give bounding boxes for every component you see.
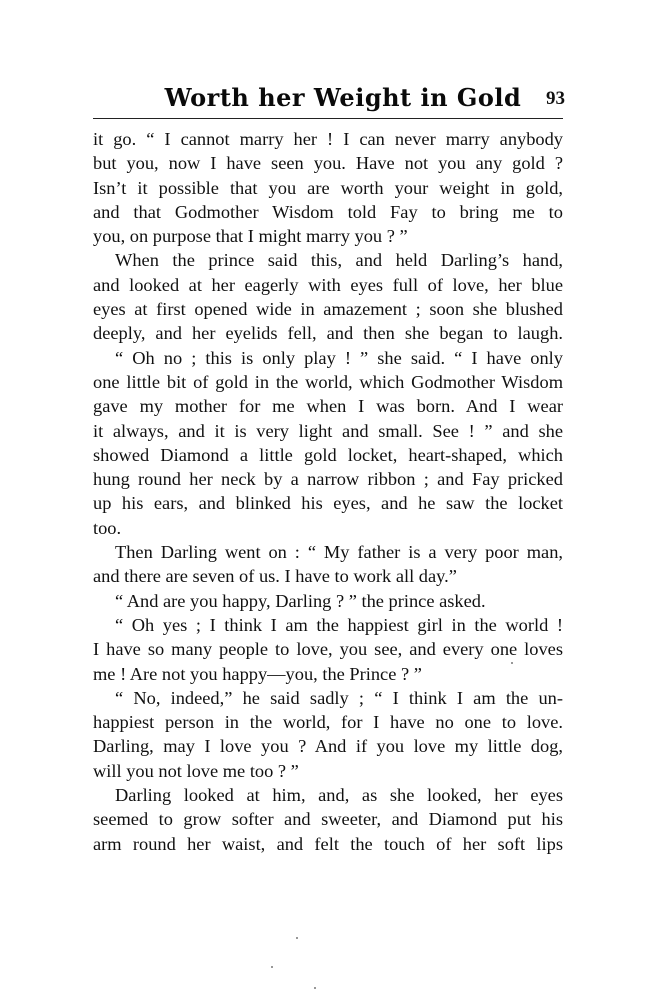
text-line: Darling looked at him, and, as she looked, her eyes bbox=[115, 785, 563, 806]
text-line: and looked at her eagerly with eyes full of love, her blue bbox=[93, 274, 563, 295]
running-head-title: Worth her Weight in Gold bbox=[164, 83, 522, 112]
text-line: seemed to grow softer and sweeter, and Diamond put his bbox=[93, 809, 563, 830]
text-line: deeply, and her eyelids fell, and then she began to laugh. bbox=[93, 323, 563, 344]
text-line: Then Darling went on : “ My father is a very poor man, bbox=[115, 542, 563, 563]
text-line: “ Oh yes ; I think I am the happiest girl in the world ! bbox=[115, 614, 563, 635]
text-line: gave my mother for me when I was born. And I wear bbox=[93, 396, 563, 417]
text-line: and that Godmother Wisdom told Fay to bring me to bbox=[93, 201, 563, 222]
text-line: arm round her waist, and felt the touch of her soft lips bbox=[93, 833, 563, 854]
text-line: you, on purpose that I might marry you ? ” bbox=[93, 226, 408, 247]
text-line: it always, and it is very light and small. See ! ” and she bbox=[93, 420, 563, 441]
text-line: “ And are you happy, Darling ? ” the prince asked. bbox=[115, 590, 486, 611]
text-line: showed Diamond a little gold locket, heart-shaped, which bbox=[93, 444, 563, 465]
paper-speck bbox=[314, 987, 316, 989]
text-line: it go. “ I cannot marry her ! I can never marry anybody bbox=[93, 129, 563, 149]
text-line: and there are seven of us. I have to work all day.” bbox=[93, 566, 457, 587]
text-line: eyes at first opened wide in amazement ; soon she blushed bbox=[93, 299, 563, 320]
page-number: 93 bbox=[546, 88, 565, 109]
text-line: hung round her neck by a narrow ribbon ; and Fay pricked bbox=[93, 469, 563, 490]
text-line: When the prince said this, and held Darling’s hand, bbox=[115, 250, 563, 271]
paper-speck bbox=[296, 937, 298, 939]
text-line: me ! Are not you happy—you, the Prince ? ” bbox=[93, 663, 422, 684]
paper-speck bbox=[271, 966, 273, 968]
running-head bbox=[93, 80, 563, 116]
body-text bbox=[93, 127, 563, 856]
text-line: “ Oh no ; this is only play ! ” she said. “ I have only bbox=[115, 347, 563, 368]
text-line: up his ears, and blinked his eyes, and he saw the locket bbox=[93, 493, 563, 514]
text-line: one little bit of gold in the world, which Godmother Wisdom bbox=[93, 371, 563, 392]
text-line: Darling, may I love you ? And if you love my little dog, bbox=[93, 736, 563, 757]
text-line: I have so many people to love, you see, and every one loves bbox=[93, 639, 563, 660]
header-rule bbox=[93, 118, 563, 119]
text-line: too. bbox=[93, 517, 122, 538]
text-line: happiest person in the world, for I have no one to love. bbox=[93, 712, 563, 733]
text-line: but you, now I have seen you. Have not you any gold ? bbox=[93, 153, 563, 174]
paper-speck bbox=[511, 662, 513, 664]
text-line: will you not love me too ? ” bbox=[93, 760, 299, 781]
text-line: Isn’t it possible that you are worth your weight in gold, bbox=[93, 177, 563, 198]
text-line: “ No, indeed,” he said sadly ; “ I think I am the un- bbox=[115, 687, 563, 708]
